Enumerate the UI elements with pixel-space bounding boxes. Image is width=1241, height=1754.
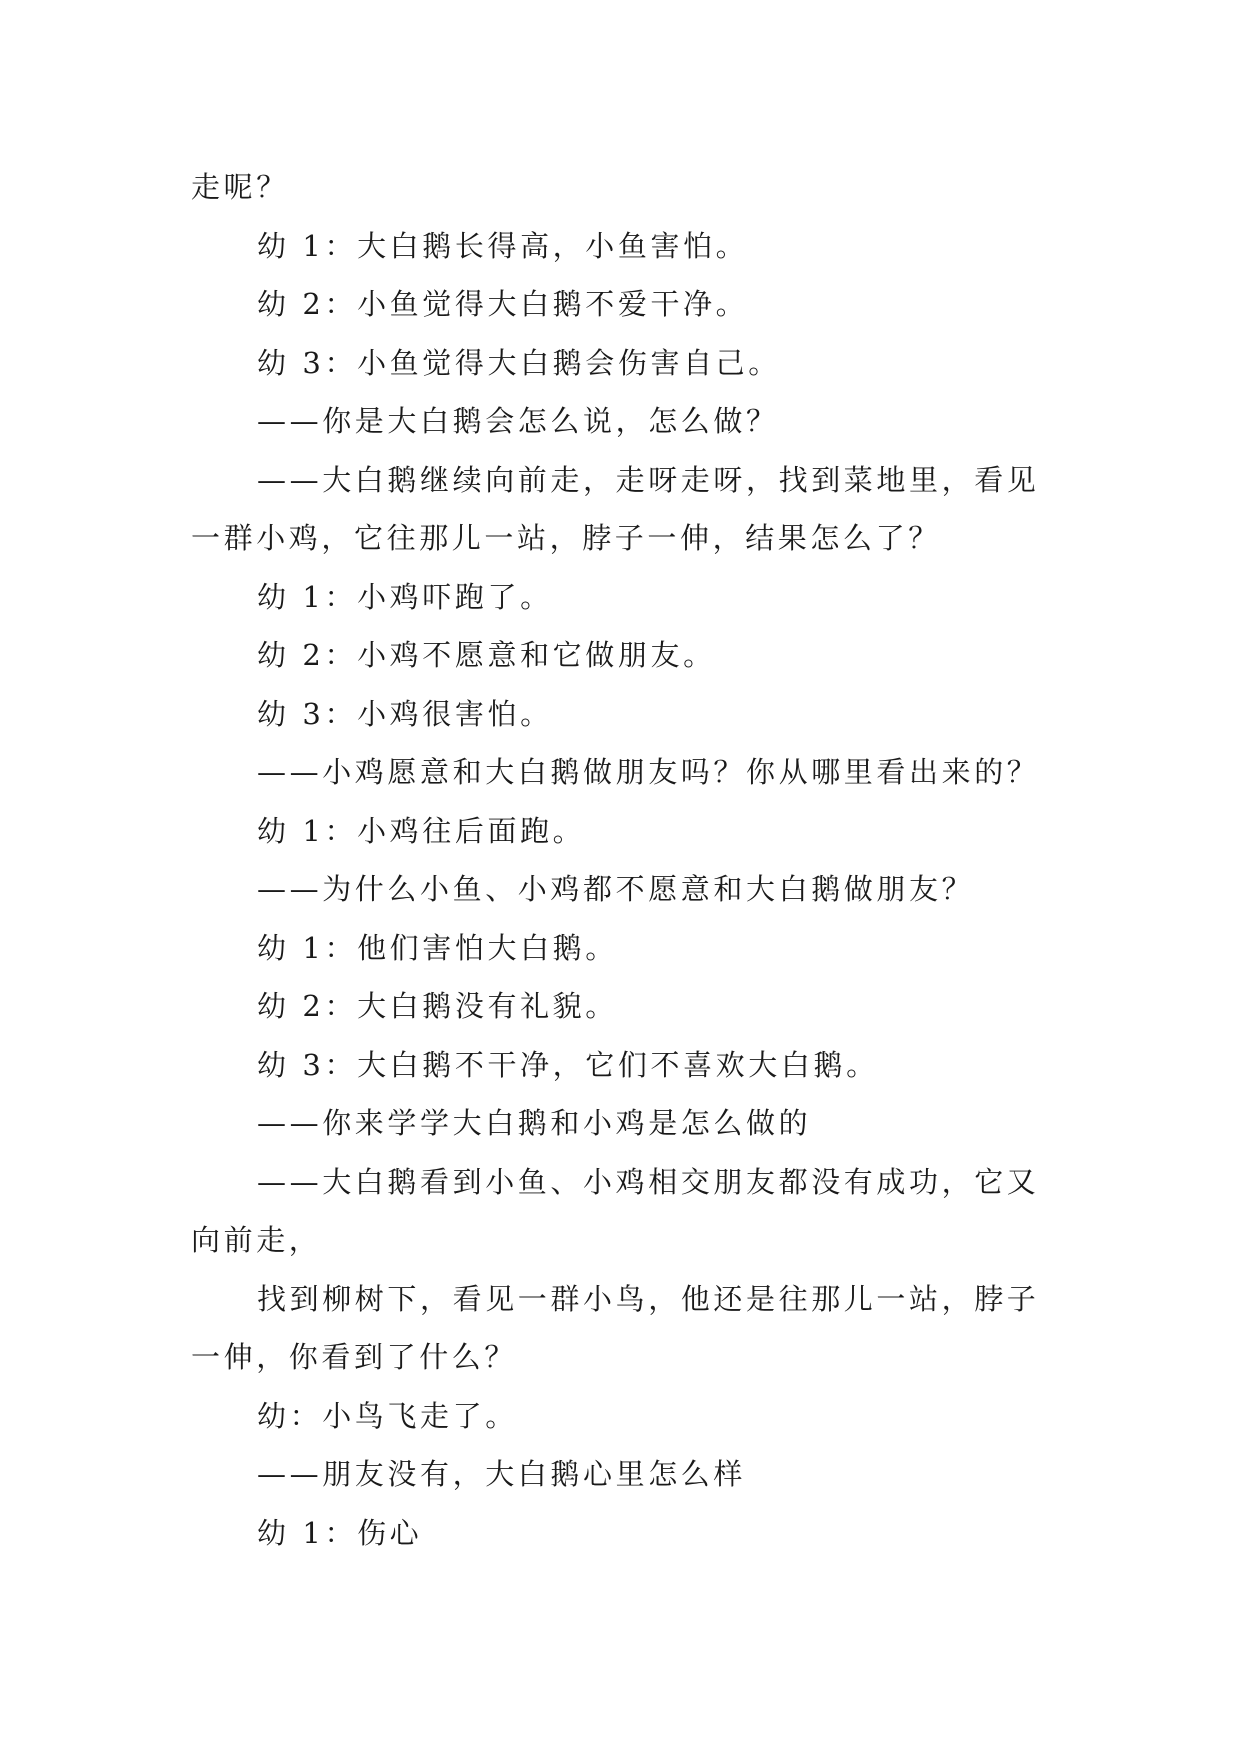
text-line: 幼 1：大白鹅长得高，小鱼害怕。	[257, 228, 749, 263]
text-line: ——为什么小鱼、小鸡都不愿意和大白鹅做朋友？	[257, 872, 975, 906]
text-line: ——你来学学大白鹅和小鸡是怎么做的	[257, 1106, 812, 1140]
text-line: 幼 1：小鸡吓跑了。	[257, 579, 553, 614]
text-line: ——大白鹅看到小鱼、小鸡相交朋友都没有成功，它又	[257, 1164, 1040, 1199]
text-line: 幼 2：大白鹅没有礼貌。	[257, 989, 618, 1023]
text-line: 幼 1：他们害怕大白鹅。	[257, 930, 618, 965]
text-line: 幼 3：小鱼觉得大白鹅会伤害自己。	[257, 345, 781, 380]
text-line: 幼 2：小鱼觉得大白鹅不爱干净。	[257, 287, 749, 321]
text-line: ——你是大白鹅会怎么说，怎么做？	[257, 404, 779, 438]
text-line: 幼：小鸟飞走了。	[257, 1398, 518, 1433]
text-line: ——大白鹅继续向前走，走呀走呀，找到菜地里，看见	[257, 462, 1040, 497]
text-line: 幼 1：伤心	[257, 1515, 423, 1550]
text-line: 幼 1：小鸡往后面跑。	[257, 813, 586, 848]
text-line: 一群小鸡，它往那儿一站，脖子一伸，结果怎么了？	[191, 521, 941, 555]
text-line: 走呢？	[191, 170, 289, 204]
text-line: 幼 3：大白鹅不干净，它们不喜欢大白鹅。	[257, 1047, 879, 1082]
text-line: 向前走，	[191, 1223, 322, 1257]
text-line: 幼 3：小鸡很害怕。	[257, 696, 553, 731]
text-line: ——小鸡愿意和大白鹅做朋友吗？你从哪里看出来的？	[257, 755, 1040, 789]
text-line: 一伸，你看到了什么？	[191, 1340, 518, 1374]
text-line: 找到柳树下，看见一群小鸟，他还是往那儿一站，脖子	[257, 1281, 1040, 1316]
text-line: ——朋友没有，大白鹅心里怎么样	[257, 1457, 747, 1491]
text-line: 幼 2：小鸡不愿意和它做朋友。	[257, 638, 716, 672]
document-body	[191, 158, 1071, 1562]
